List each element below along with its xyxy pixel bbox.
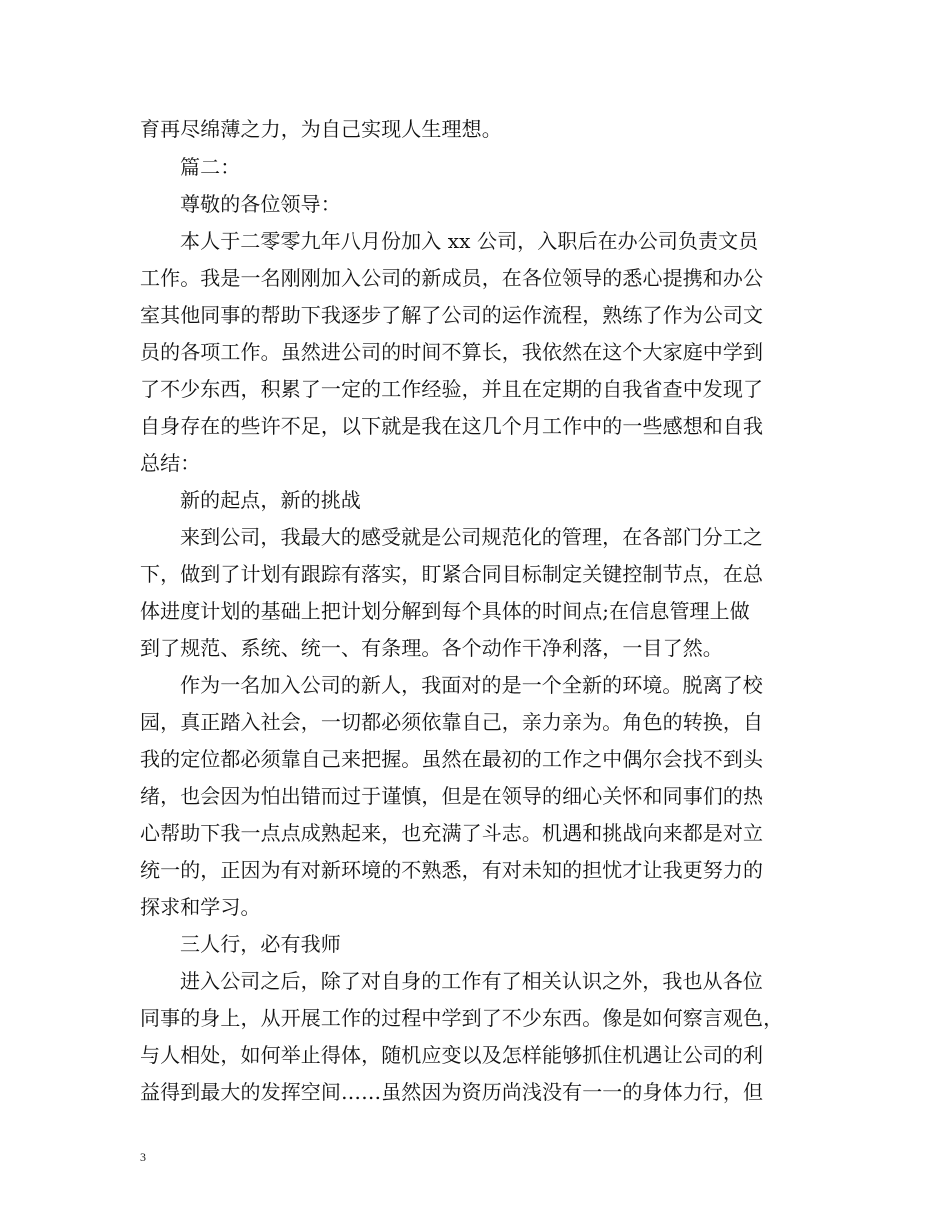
subheading: 新的起点，新的挑战 — [180, 488, 361, 512]
text-line: 统一的，正因为有对新环境的不熟悉，有对未知的担忧才让我更努力的 — [140, 858, 764, 882]
salutation: 尊敬的各位领导： — [180, 192, 341, 216]
text-line: 总结： — [140, 451, 201, 475]
text-line: 作为一名加入公司的新人，我面对的是一个全新的环境。脱离了校 — [180, 673, 763, 697]
text-line: 下，做到了计划有跟踪有落实，盯紧合同目标制定关键控制节点，在总 — [140, 562, 764, 586]
text-line: 育再尽绵薄之力，为自己实现人生理想。 — [140, 117, 502, 141]
subheading: 三人行，必有我师 — [180, 932, 341, 956]
text-line: 绪，也会因为怕出错而过于谨慎，但是在领导的细心关怀和同事们的热 — [140, 784, 764, 808]
text-line: 益得到最大的发挥空间……虽然因为资历尚浅没有一一的身体力行，但 — [140, 1080, 764, 1104]
text-line: 自身存在的些许不足，以下就是我在这几个月工作中的一些感想和自我 — [140, 414, 764, 438]
page-number: 3 — [140, 1150, 146, 1164]
text-line: 体进度计划的基础上把计划分解到每个具体的时间点;在信息管理上做 — [140, 599, 750, 623]
text-line: 进入公司之后，除了对自身的工作有了相关认识之外，我也从各位 — [180, 969, 763, 993]
section-heading: 篇二： — [180, 155, 241, 179]
text-line: 了不少东西，积累了一定的工作经验，并且在定期的自我省查中发现了 — [140, 377, 764, 401]
text-line: 同事的身上，从开展工作的过程中学到了不少东西。像是如何察言观色， — [140, 1006, 784, 1030]
text-line: 员的各项工作。虽然进公司的时间不算长，我依然在这个大家庭中学到 — [140, 340, 764, 364]
text-line: 心帮助下我一点点成熟起来，也充满了斗志。机遇和挑战向来都是对立 — [140, 821, 764, 845]
text-line: 本人于二零零九年八月份加入 xx 公司，入职后在办公司负责文员 — [180, 229, 759, 253]
text-line: 与人相处，如何举止得体，随机应变以及怎样能够抓住机遇让公司的利 — [140, 1043, 764, 1067]
text-line: 来到公司，我最大的感受就是公司规范化的管理，在各部门分工之 — [180, 525, 763, 549]
text-line: 室其他同事的帮助下我逐步了解了公司的运作流程，熟练了作为公司文 — [140, 303, 764, 327]
text-line: 到了规范、系统、统一、有条理。各个动作干净利落，一目了然。 — [140, 636, 723, 660]
text-line: 园，真正踏入社会，一切都必须依靠自己，亲力亲为。角色的转换，自 — [140, 710, 764, 734]
text-line: 我的定位都必须靠自己来把握。虽然在最初的工作之中偶尔会找不到头 — [140, 747, 764, 771]
text-line: 工作。我是一名刚刚加入公司的新成员，在各位领导的悉心提携和办公 — [140, 266, 764, 290]
text-line: 探求和学习。 — [140, 895, 261, 919]
